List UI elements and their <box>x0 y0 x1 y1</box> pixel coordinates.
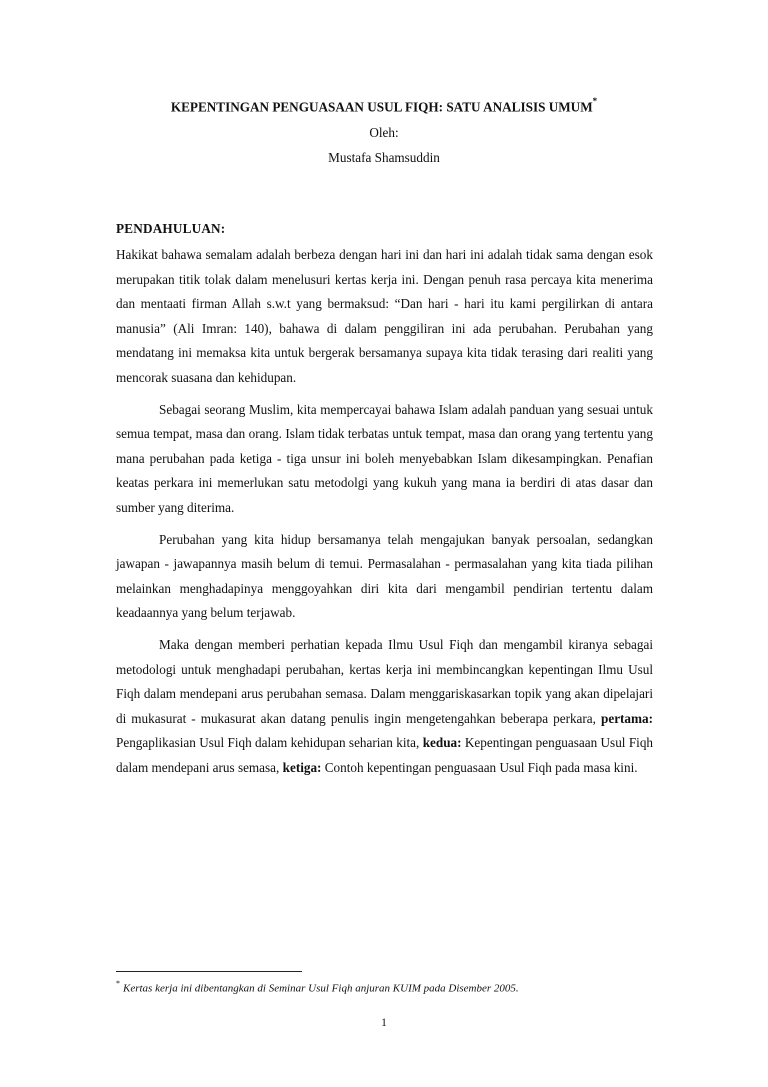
paragraph-4-part-a: Maka dengan memberi perhatian kepada Ilmu Usul Fiqh dan mengambil kiranya sebagai metodologi untuk menghadapi perubahan, kertas kerja ini membincangkan kepentingan Ilmu Usul Fiqh dalam mendepani arus perubahan semasa. Dalam menggariskasarkan topik yang akan dipelajari di mukasurat - mukasurat akan datang penulis ingin mengetengahkan beberapa perkara, <box>116 636 653 726</box>
paragraph-4-bold-kedua: kedua: <box>422 735 462 751</box>
paragraph-1: Hakikat bahawa semalam adalah berbeza dengan hari ini dan hari ini adalah tidak sama dengan esok merupakan titik tolak dalam menelusuri kertas kerja ini. Dengan penuh rasa percaya kita menerima dan mentaati firman Allah s.w.t yang bermaksud: “Dan hari - hari itu kami pergilirkan di antara manusia” (Ali Imran: 140), bahawa di dalam penggiliran ini ada perubahan. Perubahan yang mendatang ini memaksa kita untuk bergerak bersamanya supaya kita tidak terasing dari realiti yang mencorak suasana dan kehidupan. <box>116 247 653 385</box>
paragraph-4 <box>116 633 653 781</box>
body-text <box>116 243 653 787</box>
author-name: Mustafa Shamsuddin <box>328 150 440 165</box>
paragraph-2: Sebagai seorang Muslim, kita mempercayai bahawa Islam adalah panduan yang sesuai untuk semua tempat, masa dan orang. Islam tidak terbatas untuk tempat, masa dan orang yang tertentu yang mana perubahan pada ketiga - tiga unsur ini boleh menyebabkan Islam dikesampingkan. Penafian keatas perkara ini memerlukan satu metodolgi yang kukuh yang mana ia berdiri di atas dasar dan sumber yang diterima. <box>116 401 653 515</box>
title-footnote-marker: * <box>592 96 598 106</box>
footnote-divider <box>116 971 302 972</box>
section-heading: PENDAHULUAN: <box>116 221 226 236</box>
paragraph-3: Perubahan yang kita hidup bersamanya telah mengajukan banyak persoalan, sedangkan jawapan - jawapannya masih belum di temui. Permasalahan - permasalahan yang kita tiada pilihan melainkan menghadapinya menggoyahkan diri kita dari mengambil pendirian tertentu dalam keadaannya yang belum terjawab. <box>116 531 653 621</box>
paragraph-4-part-b: Pengaplikasian Usul Fiqh dalam kehidupan seharian kita, <box>116 735 420 751</box>
paragraph-4-part-c: Kepentingan penguasaan Usul Fiqh dalam mendepani arus semasa, <box>116 735 654 775</box>
paragraph-4-bold-pertama: pertama: <box>601 710 653 726</box>
page-number: 1 <box>381 1017 387 1029</box>
paragraph-4-part-d: Contoh kepentingan penguasaan Usul Fiqh pada masa kini. <box>324 759 638 775</box>
title-text: KEPENTINGAN PENGUASAAN USUL FIQH: SATU ANALISIS UMUM <box>170 99 593 115</box>
paragraph-4-bold-ketiga: ketiga: <box>282 759 322 775</box>
byline-label: Oleh: <box>369 125 399 140</box>
footnote-text: Kertas kerja ini dibentangkan di Seminar Usul Fiqh anjuran KUIM pada Disember 2005. <box>123 982 519 995</box>
footnote <box>116 980 519 995</box>
footnote-marker: * <box>116 979 120 988</box>
document-title <box>0 98 768 115</box>
